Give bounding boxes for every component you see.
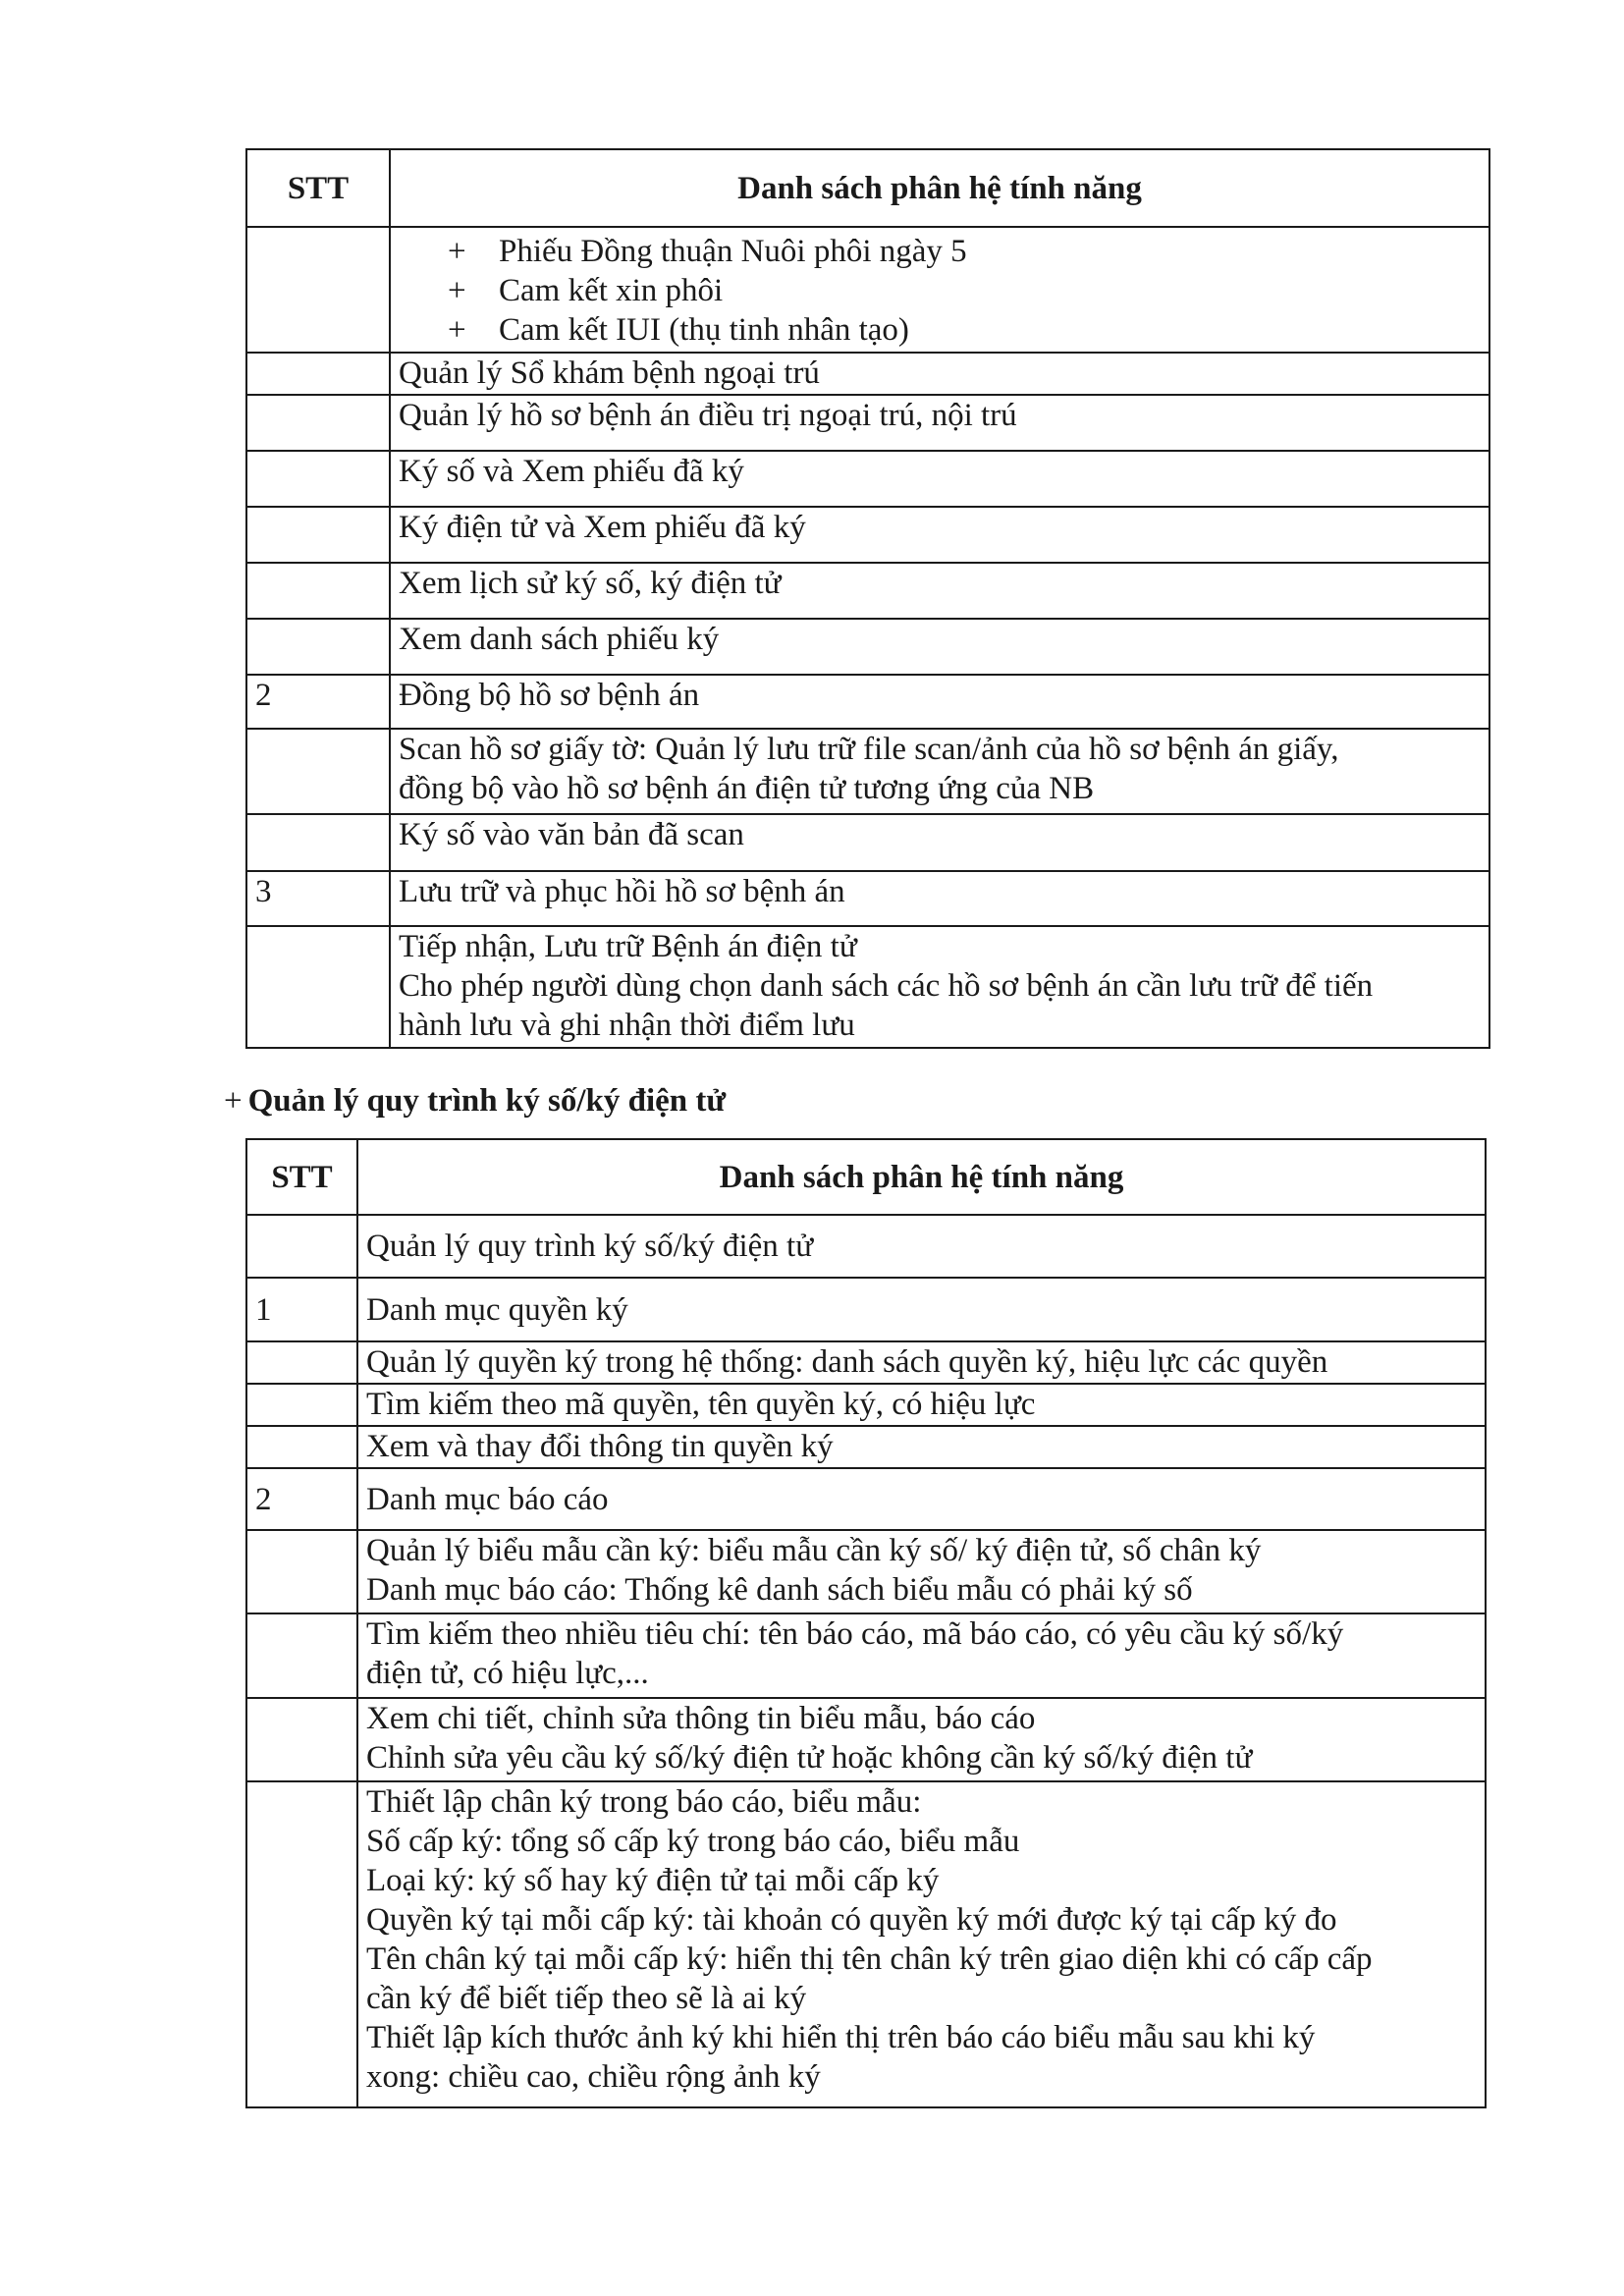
stt-cell — [246, 729, 390, 814]
table-row — [246, 814, 1489, 871]
feature-cell: Xem danh sách phiếu ký — [390, 619, 1489, 675]
bullet-cell — [390, 227, 1489, 353]
stt-cell — [246, 926, 390, 1048]
table-row — [246, 1698, 1486, 1781]
table-row — [246, 451, 1489, 507]
group-heading: Danh mục quyền ký — [357, 1278, 1486, 1341]
table-row — [246, 1341, 1486, 1384]
table-row — [246, 926, 1489, 1048]
stt-cell — [246, 1384, 357, 1426]
stt-cell — [246, 1781, 357, 2107]
feature-cell: Quản lý hồ sơ bệnh án điều trị ngoại trú, nội trú — [390, 395, 1489, 451]
feature-cell: Scan hồ sơ giấy tờ: Quản lý lưu trữ file scan/ảnh của hồ sơ bệnh án giấy, đồng bộ vào hồ sơ bệnh án điện tử tương ứng của NB — [390, 729, 1489, 814]
stt-cell — [246, 507, 390, 563]
table-row — [246, 1215, 1486, 1278]
stt-cell — [246, 353, 390, 395]
stt-cell: 2 — [246, 1468, 357, 1530]
table-header-row — [246, 1139, 1486, 1215]
header-stt: STT — [246, 1139, 357, 1215]
table-row — [246, 1384, 1486, 1426]
feature-cell: Thiết lập chân ký trong báo cáo, biểu mẫu: Số cấp ký: tổng số cấp ký trong báo cáo, biểu mẫu Loại ký: ký số hay ký điện tử tại mỗi cấp ký Quyền ký tại mỗi cấp ký: tài khoản có quyền ký mới được ký tại cấp ký đo Tên chân ký tại mỗi cấp ký: hiển thị tên chân ký trên giao diện khi có cấp cấp cần ký để biết tiếp theo sẽ là ai ký Thiết lập kích thước ảnh ký khi hiển thị trên báo cáo biểu mẫu sau khi ký xong: chiều cao, chiều rộng ảnh ký — [357, 1781, 1486, 2107]
bullet-item: + Cam kết xin phôi — [448, 273, 724, 308]
feature-cell: Tìm kiếm theo mã quyền, tên quyền ký, có hiệu lực — [357, 1384, 1486, 1426]
stt-cell — [246, 1698, 357, 1781]
table-row — [246, 353, 1489, 395]
stt-cell — [246, 1613, 357, 1698]
group-heading: Quản lý quy trình ký số/ký điện tử — [357, 1215, 1486, 1278]
feature-cell: Quản lý biểu mẫu cần ký: biểu mẫu cần ký số/ ký điện tử, số chân ký Danh mục báo cáo: Thống kê danh sách biểu mẫu có phải ký số — [357, 1530, 1486, 1613]
feature-cell: Xem chi tiết, chỉnh sửa thông tin biểu mẫu, báo cáo Chỉnh sửa yêu cầu ký số/ký điện tử hoặc không cần ký số/ký điện tử — [357, 1698, 1486, 1781]
table-row — [246, 227, 1489, 353]
stt-cell — [246, 451, 390, 507]
table-row — [246, 729, 1489, 814]
table-row — [246, 871, 1489, 926]
stt-cell — [246, 1426, 357, 1468]
feature-cell: Quản lý quyền ký trong hệ thống: danh sách quyền ký, hiệu lực các quyền — [357, 1341, 1486, 1384]
feature-cell: Tiếp nhận, Lưu trữ Bệnh án điện tử Cho phép người dùng chọn danh sách các hồ sơ bệnh án cần lưu trữ để tiến hành lưu và ghi nhận thời điểm lưu — [390, 926, 1489, 1048]
stt-cell — [246, 1530, 357, 1613]
stt-cell: 1 — [246, 1278, 357, 1341]
stt-cell — [246, 227, 390, 353]
table-row — [246, 675, 1489, 729]
table-row — [246, 507, 1489, 563]
table-row — [246, 1426, 1486, 1468]
table-row — [246, 1278, 1486, 1341]
feature-cell: Xem và thay đổi thông tin quyền ký — [357, 1426, 1486, 1468]
header-stt: STT — [246, 149, 390, 227]
table-row — [246, 1530, 1486, 1613]
feature-cell: Ký điện tử và Xem phiếu đã ký — [390, 507, 1489, 563]
table-row — [246, 563, 1489, 619]
header-feature-list: Danh sách phân hệ tính năng — [390, 149, 1489, 227]
feature-cell: Tìm kiếm theo nhiều tiêu chí: tên báo cáo, mã báo cáo, có yêu cầu ký số/ký điện tử, có hiệu lực,... — [357, 1613, 1486, 1698]
table-header-row — [246, 149, 1489, 227]
stt-cell — [246, 1341, 357, 1384]
feature-table-2 — [245, 1138, 1487, 2108]
header-feature-list: Danh sách phân hệ tính năng — [357, 1139, 1486, 1215]
stt-cell — [246, 395, 390, 451]
table-row — [246, 395, 1489, 451]
stt-cell — [246, 619, 390, 675]
stt-cell: 3 — [246, 871, 390, 926]
group-heading: Lưu trữ và phục hồi hồ sơ bệnh án — [390, 871, 1489, 926]
table-row — [246, 1468, 1486, 1530]
table-row — [246, 619, 1489, 675]
stt-cell: 2 — [246, 675, 390, 729]
feature-table-1 — [245, 148, 1490, 1049]
group-heading: Danh mục báo cáo — [357, 1468, 1486, 1530]
feature-cell: Quản lý Sổ khám bệnh ngoại trú — [390, 353, 1489, 395]
feature-cell: Xem lịch sử ký số, ký điện tử — [390, 563, 1489, 619]
section-title: + Quản lý quy trình ký số/ký điện tử — [224, 1083, 727, 1119]
stt-cell — [246, 1215, 357, 1278]
table-row — [246, 1613, 1486, 1698]
bullet-item: + Cam kết IUI (thụ tinh nhân tạo) — [448, 312, 909, 348]
group-heading: Đồng bộ hồ sơ bệnh án — [390, 675, 1489, 729]
bullet-item: + Phiếu Đồng thuận Nuôi phôi ngày 5 — [448, 234, 967, 269]
table-row — [246, 1781, 1486, 2107]
stt-cell — [246, 814, 390, 871]
feature-cell: Ký số vào văn bản đã scan — [390, 814, 1489, 871]
feature-cell: Ký số và Xem phiếu đã ký — [390, 451, 1489, 507]
stt-cell — [246, 563, 390, 619]
